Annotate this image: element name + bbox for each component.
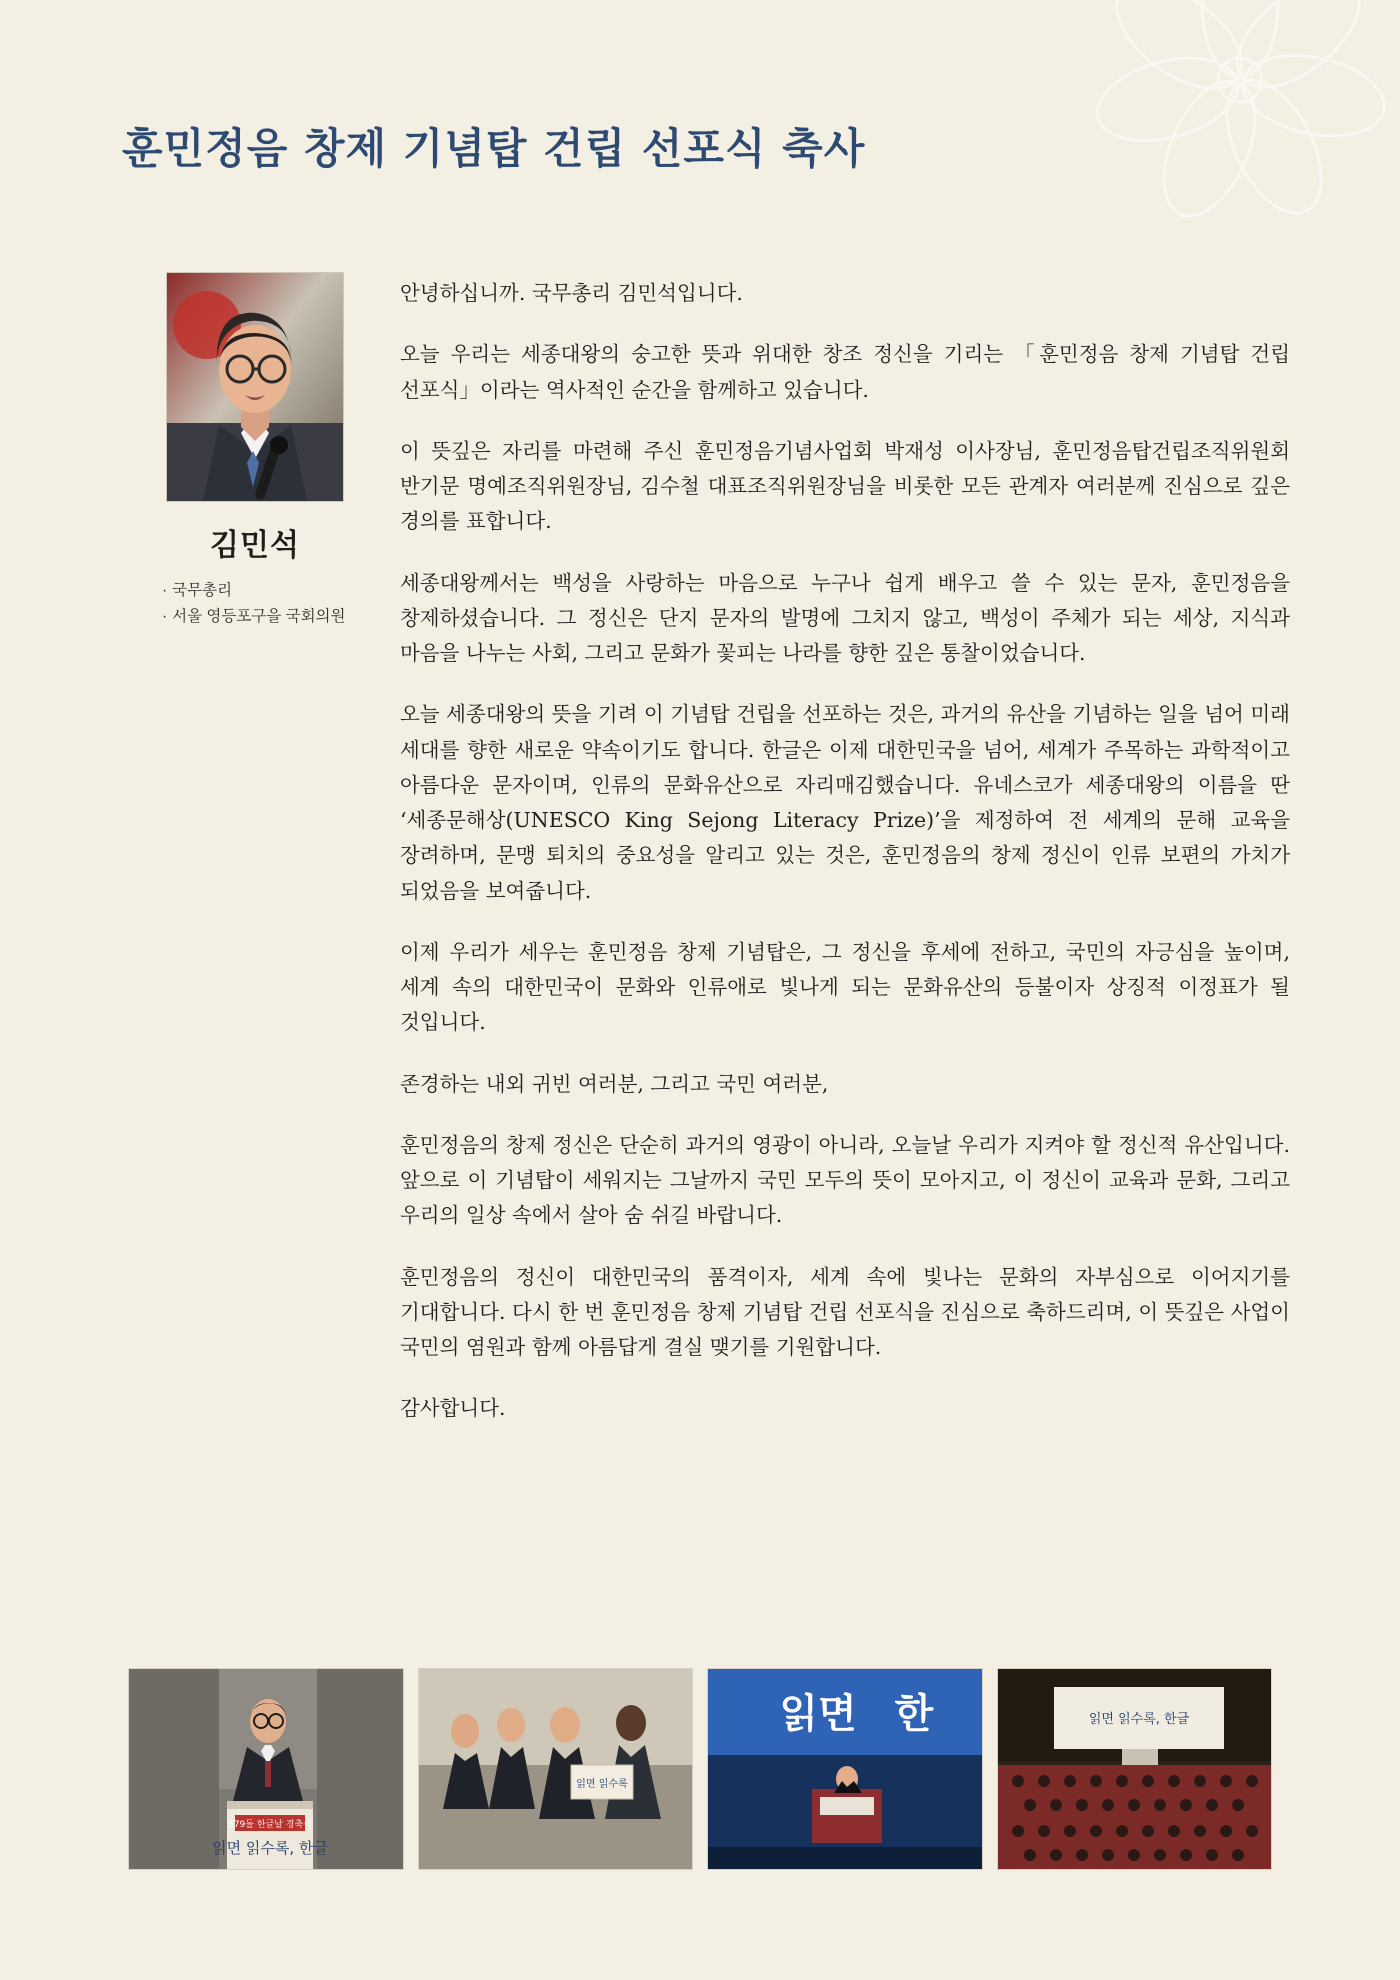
event-photo [707,1668,983,1870]
speech-paragraph: 훈민정음의 창제 정신은 단순히 과거의 영광이 아니라, 오늘날 우리가 지켜야 할 정신적 유산입니다. 앞으로 이 기념탑이 세워지는 그날까지 국민 모두의 뜻이 모아지고, 이 정신이 교육과 문화, 그리고 우리의 일상 속에서 살아 숨 쉬길 바랍니다. [400,1132,1290,1228]
speech-paragraph: 이 뜻깊은 자리를 마련해 주신 훈민정음기념사업회 박재성 이사장님, 훈민정음탑건립조직위원회 반기문 명예조직위원장님, 김수철 대표조직위원장님을 비롯한 모든 관계자 여러분께 진심으로 깊은 경의를 표합니다. [400,438,1290,534]
event-photo [997,1668,1273,1870]
speaker-name: 김민석 [210,528,300,563]
speaker-portrait [166,272,344,502]
svg-text:읽면: 읽면 [779,1691,857,1737]
speech-paragraph: 이제 우리가 세우는 훈민정음 창제 기념탑은, 그 정신을 후세에 전하고, 국민의 자긍심을 높이며, 세계 속의 대한민국이 문화와 인류애로 빛나게 되는 문화유산의 등불이자 상징적 이정표가 될 것입니다. [400,939,1290,1035]
speech-paragraph: 오늘 우리는 세종대왕의 숭고한 뜻과 위대한 창조 정신을 기리는 「훈민정음 창제 기념탑 건립 선포식」이라는 역사적인 순간을 함께하고 있습니다. [400,342,1290,402]
speech-paragraph: 감사합니다. [400,1396,506,1421]
speech-paragraph: 오늘 세종대왕의 뜻을 기려 이 기념탑 건립을 선포하는 것은, 과거의 유산을 기념하는 일을 넘어 미래 세대를 향한 새로운 약속이기도 합니다. 한글은 이제 대한민국을 넘어, 세계가 주목하는 과학적이고 아름다운 문자이며, 인류의 문화유산으로 자리매김했습니다. 유네스코가 세종대왕의 이름을 딴 ‘세종문해상(UNESCO King Sejong Literacy Prize)’을 제정하여 전 세계의 문해 교육을 장려하며, 문맹 퇴치의 중요성을 알리고 있는 것은, 훈민정음의 창제 정신이 인류 보편의 가치가 되었음을 보여줍니다. [400,702,1290,903]
speech-body [400,276,1290,1427]
speaker-roles [140,578,370,629]
event-photo [418,1668,694,1870]
flower-decoration-icon [1010,0,1400,290]
speaker-role: · 서울 영등포구을 국회의원 [162,604,370,630]
svg-text:한: 한 [894,1691,934,1737]
svg-text:읽면 읽수록, 한글: 읽면 읽수록, 한글 [212,1839,328,1857]
speech-paragraph: 안녕하십니까. 국무총리 김민석입니다. [400,281,743,305]
svg-text:읽면 읽수록: 읽면 읽수록 [575,1779,628,1790]
svg-text:읽면 읽수록, 한글: 읽면 읽수록, 한글 [1088,1712,1189,1727]
photo-strip [128,1668,1272,1870]
svg-text:579돌 한글날 경축식: 579돌 한글날 경축식 [228,1820,312,1830]
speaker-role: · 국무총리 [162,578,370,604]
speech-paragraph: 훈민정음의 정신이 대한민국의 품격이자, 세계 속에 빛나는 문화의 자부심으로 이어지기를 기대합니다. 다시 한 번 훈민정음 창제 기념탑 건립 선포식을 진심으로 축하드리며, 이 뜻깊은 사업이 국민의 염원과 함께 아름답게 결실 맺기를 기원합니다. [400,1264,1290,1359]
speaker-profile [140,272,370,629]
speech-paragraph: 존경하는 내외 귀빈 여러분, 그리고 국민 여러분, [400,1071,829,1096]
event-photo [128,1668,404,1870]
page-title: 훈민정음 창제 기념탑 건립 선포식 축사 [122,124,866,174]
speech-paragraph: 세종대왕께서는 백성을 사랑하는 마음으로 누구나 쉽게 배우고 쓸 수 있는 문자, 훈민정음을 창제하셨습니다. 그 정신은 단지 문자의 발명에 그치지 않고, 백성이 주체가 되는 세상, 지식과 마음을 나누는 사회, 그리고 문화가 꽃피는 나라를 향한 깊은 통찰이었습니다. [400,570,1290,665]
